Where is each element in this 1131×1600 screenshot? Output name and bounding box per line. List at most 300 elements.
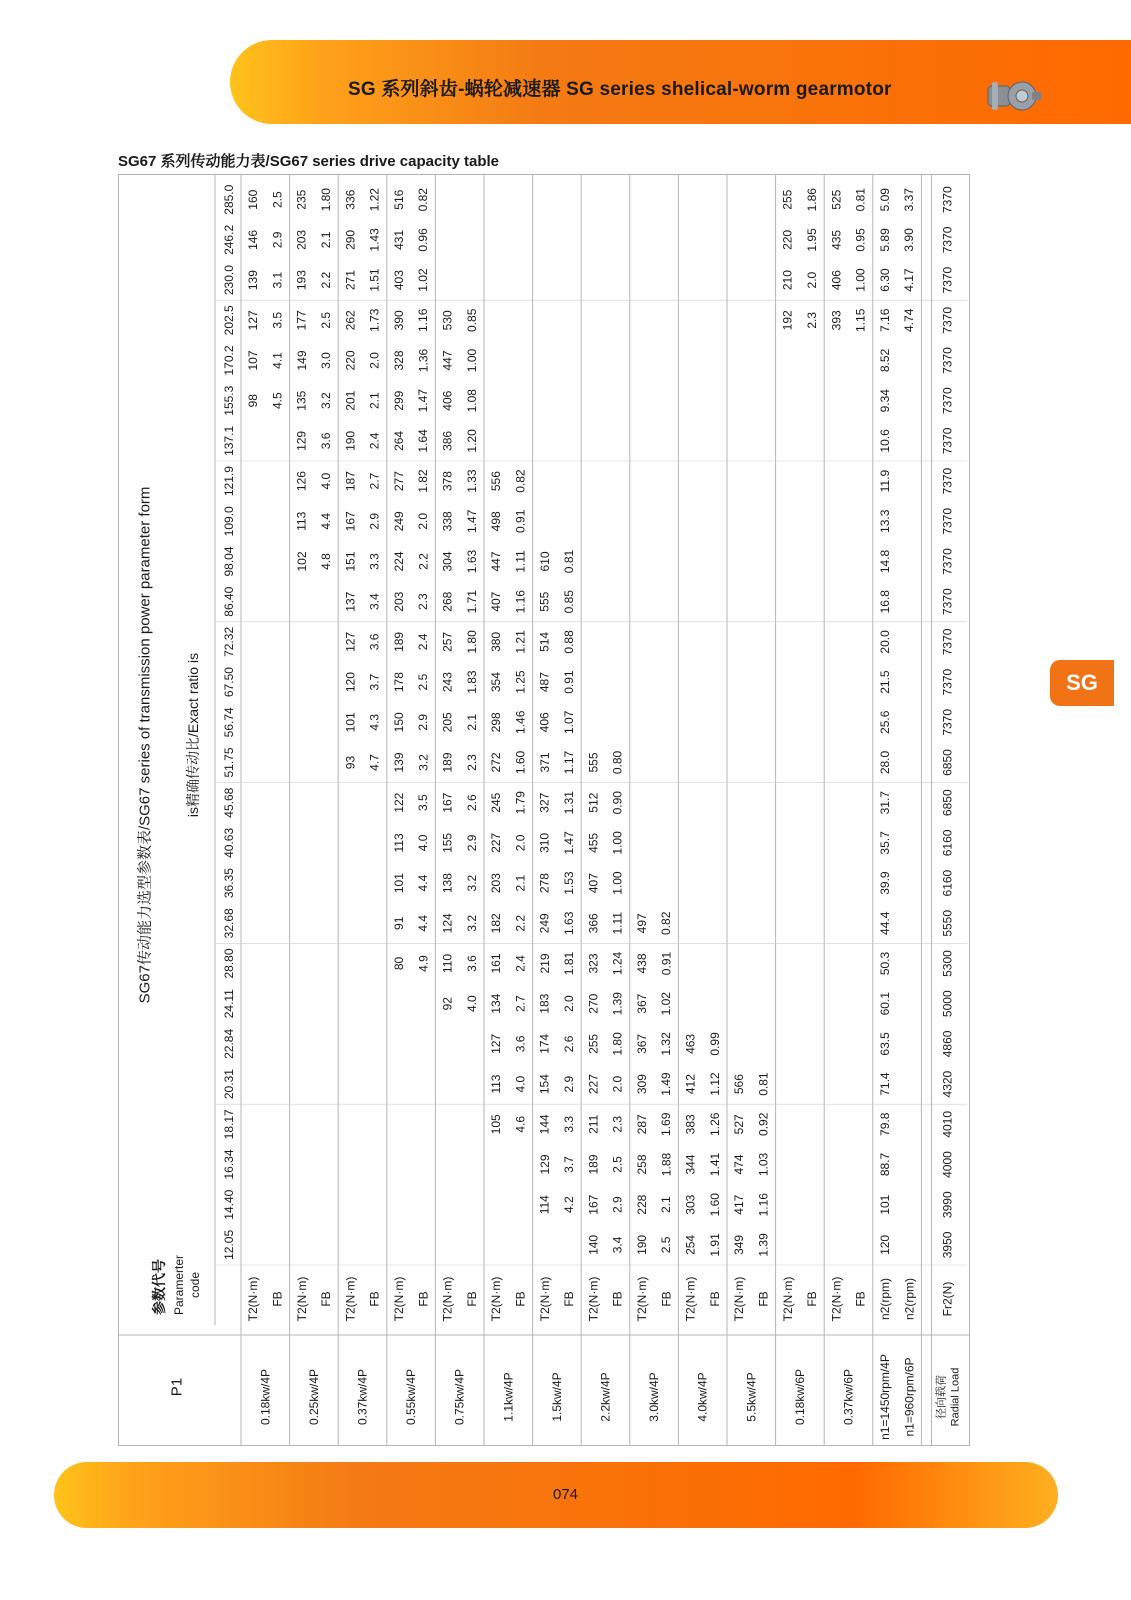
ratio-label: 14.40 bbox=[222, 1189, 236, 1220]
table-cell: 277 bbox=[391, 471, 406, 492]
table-cell: 3.90 bbox=[902, 228, 917, 252]
table-cell: 189 bbox=[391, 631, 406, 652]
radial-load-cell: 7370 bbox=[940, 588, 955, 616]
table-cell: 1.82 bbox=[416, 469, 431, 493]
table-cell: 183 bbox=[537, 993, 552, 1014]
ratio-label: 36.35 bbox=[222, 868, 236, 899]
table-cell: 0.99 bbox=[707, 1032, 722, 1056]
table-cell: 1.91 bbox=[707, 1233, 722, 1257]
table-cell: 235 bbox=[294, 189, 309, 210]
radial-load-cell: 4010 bbox=[940, 1110, 955, 1138]
radial-load-cell: 6850 bbox=[940, 789, 955, 817]
table-cell: 1.16 bbox=[756, 1193, 771, 1217]
table-cell: 63.5 bbox=[877, 1032, 892, 1056]
table-cell: 366 bbox=[586, 913, 601, 934]
table-cell: 1.95 bbox=[805, 228, 820, 252]
table-cell: 3.7 bbox=[562, 1156, 577, 1173]
table-cell: 3.6 bbox=[513, 1035, 528, 1053]
table-cell: 3.7 bbox=[367, 673, 382, 691]
table-cell: 3.2 bbox=[319, 392, 334, 410]
table-cell: 380 bbox=[489, 631, 504, 652]
radial-load-cell: 4320 bbox=[940, 1070, 955, 1098]
table-cell: 2.0 bbox=[513, 834, 528, 852]
table-cell: 1.12 bbox=[707, 1072, 722, 1096]
table-cell: 50.3 bbox=[877, 951, 892, 976]
table-cell: 354 bbox=[489, 672, 504, 693]
table-cell: 0.95 bbox=[853, 228, 868, 252]
table-cell: 91 bbox=[391, 916, 406, 930]
table-cell: 447 bbox=[440, 350, 455, 371]
ratio-label: 18.17 bbox=[222, 1109, 236, 1140]
table-cell: 2.5 bbox=[659, 1236, 674, 1254]
table-cell: 2.4 bbox=[416, 633, 431, 651]
table-cell: 512 bbox=[586, 792, 601, 813]
table-cell: 4.0 bbox=[416, 834, 431, 852]
table-cell: 113 bbox=[294, 511, 309, 531]
table-cell: 192 bbox=[780, 310, 795, 331]
table-cell: 135 bbox=[294, 390, 309, 411]
param-code: FB bbox=[756, 1291, 771, 1307]
table-cell: 303 bbox=[683, 1194, 698, 1215]
table-cell: 2.0 bbox=[562, 995, 577, 1013]
table-cell: 0.91 bbox=[513, 509, 528, 533]
table-cell: 3.37 bbox=[902, 188, 917, 212]
table-cell: 2.4 bbox=[367, 432, 382, 450]
p1-label: 5.5kw/4P bbox=[744, 1372, 759, 1422]
table-cell: 278 bbox=[537, 873, 552, 894]
table-cell: 1.39 bbox=[756, 1233, 771, 1257]
table-cell: 167 bbox=[586, 1194, 601, 1215]
p1-label: 1.5kw/4P bbox=[549, 1372, 564, 1422]
table-cell: 203 bbox=[391, 591, 406, 612]
table-cell: 137 bbox=[343, 591, 358, 612]
table-cell: 155 bbox=[440, 832, 455, 853]
table-title: SG67传动能力选型参数表/SG67 series of transmission power parameter form bbox=[136, 486, 154, 1004]
radial-load-cell: 5000 bbox=[940, 990, 955, 1018]
ratio-label: 86.40 bbox=[222, 586, 236, 617]
table-cell: 126 bbox=[294, 471, 309, 492]
table-cell: 1.47 bbox=[562, 831, 577, 855]
table-cell: 1.00 bbox=[610, 831, 625, 855]
table-cell: 270 bbox=[586, 993, 601, 1014]
table-cell: 189 bbox=[586, 1154, 601, 1175]
table-cell: 139 bbox=[246, 270, 261, 291]
table-cell: 178 bbox=[391, 672, 406, 693]
table-cell: 328 bbox=[391, 350, 406, 371]
p1-label: n1=1450rpm/4P bbox=[877, 1354, 892, 1440]
table-cell: 2.6 bbox=[562, 1035, 577, 1053]
ratio-label: 109.0 bbox=[222, 506, 236, 537]
table-cell: 435 bbox=[829, 229, 844, 250]
p1-label: 0.55kw/4P bbox=[404, 1368, 419, 1426]
table-cell: 3.1 bbox=[270, 271, 285, 289]
table-cell: 309 bbox=[634, 1074, 649, 1095]
ratio-caption: is精确传动比/Exact ratio is bbox=[185, 652, 201, 818]
table-cell: 2.6 bbox=[464, 794, 479, 812]
radial-load-cell: 5300 bbox=[940, 950, 955, 977]
table-cell: 146 bbox=[246, 229, 261, 250]
table-cell: 1.22 bbox=[367, 188, 382, 212]
table-cell: 1.51 bbox=[367, 268, 382, 292]
table-cell: 2.5 bbox=[270, 191, 285, 209]
param-code: FB bbox=[319, 1291, 334, 1307]
table-cell: 262 bbox=[343, 310, 358, 331]
table-cell: 0.81 bbox=[756, 1072, 771, 1096]
table-cell: 0.96 bbox=[416, 228, 431, 252]
table-cell: 3.6 bbox=[464, 955, 479, 972]
table-cell: 1.08 bbox=[464, 389, 479, 413]
table-cell: 2.3 bbox=[464, 754, 479, 771]
table-cell: 227 bbox=[586, 1074, 601, 1095]
param-code: T2(N·m) bbox=[732, 1276, 747, 1322]
table-cell: 290 bbox=[343, 229, 358, 250]
p1-label: 3.0kw/4P bbox=[647, 1372, 662, 1422]
table-cell: 463 bbox=[683, 1033, 698, 1054]
table-cell: 0.85 bbox=[464, 308, 479, 332]
param-code: T2(N·m) bbox=[343, 1276, 358, 1322]
table-cell: 177 bbox=[294, 310, 309, 331]
radial-load-cell: 7370 bbox=[940, 226, 955, 254]
table-cell: 1.00 bbox=[464, 348, 479, 373]
ratio-label: 56.74 bbox=[222, 707, 236, 738]
table-cell: 1.25 bbox=[513, 670, 528, 694]
table-cell: 144 bbox=[537, 1114, 552, 1135]
table-cell: 1.03 bbox=[756, 1152, 771, 1177]
table-cell: 187 bbox=[343, 471, 358, 492]
table-cell: 4.1 bbox=[270, 352, 285, 369]
table-cell: 3.2 bbox=[464, 914, 479, 932]
table-cell: 2.9 bbox=[610, 1196, 625, 1214]
table-cell: 1.33 bbox=[464, 469, 479, 493]
drive-capacity-table bbox=[118, 174, 970, 1446]
table-cell: 227 bbox=[489, 832, 504, 853]
table-cell: 2.3 bbox=[610, 1115, 625, 1133]
ratio-label: 137.1 bbox=[222, 425, 236, 456]
table-cell: 412 bbox=[683, 1074, 698, 1095]
table-cell: 8.52 bbox=[877, 348, 892, 373]
radial-load-cell: 5550 bbox=[940, 909, 955, 937]
table-cell: 3.6 bbox=[367, 633, 382, 651]
table-cell: 127 bbox=[246, 310, 261, 331]
param-code: FB bbox=[659, 1291, 674, 1307]
table-cell: 93 bbox=[343, 755, 358, 770]
drive-capacity-table-svg bbox=[119, 175, 969, 1445]
table-cell: 219 bbox=[537, 953, 552, 974]
table-cell: 0.91 bbox=[659, 951, 674, 976]
table-cell: 1.16 bbox=[513, 590, 528, 614]
table-cell: 4.6 bbox=[513, 1115, 528, 1133]
table-cell: 1.79 bbox=[513, 791, 528, 815]
table-cell: 1.80 bbox=[464, 630, 479, 654]
table-cell: 2.2 bbox=[513, 914, 528, 932]
param-code: FB bbox=[416, 1291, 431, 1307]
table-cell: 11.9 bbox=[877, 469, 892, 493]
radial-load-cell: 7370 bbox=[940, 708, 955, 736]
table-cell: 102 bbox=[294, 551, 309, 572]
table-cell: 3.3 bbox=[562, 1115, 577, 1133]
table-cell: 0.81 bbox=[562, 549, 577, 574]
table-cell: 2.7 bbox=[513, 995, 528, 1013]
table-cell: 127 bbox=[489, 1033, 504, 1054]
table-cell: 258 bbox=[634, 1154, 649, 1175]
table-cell: 129 bbox=[294, 430, 309, 451]
p1-label: n1=960rpm/6P bbox=[902, 1357, 917, 1437]
table-cell: 13.3 bbox=[877, 509, 892, 533]
table-cell: 254 bbox=[683, 1234, 698, 1255]
table-cell: 516 bbox=[391, 189, 406, 210]
param-code: T2(N·m) bbox=[829, 1276, 844, 1322]
table-cell: 1.83 bbox=[464, 670, 479, 694]
ratio-label: 40.63 bbox=[222, 827, 236, 858]
table-cell: 514 bbox=[537, 631, 552, 652]
table-cell: 406 bbox=[829, 270, 844, 291]
table-cell: 371 bbox=[537, 752, 552, 773]
table-cell: 2.5 bbox=[319, 311, 334, 329]
ratio-label: 28.80 bbox=[222, 948, 236, 979]
table-cell: 438 bbox=[634, 953, 649, 974]
table-cell: 0.91 bbox=[562, 670, 577, 694]
table-cell: 406 bbox=[440, 390, 455, 411]
table-cell: 150 bbox=[391, 712, 406, 733]
table-cell: 0.82 bbox=[659, 911, 674, 935]
p1-label: 0.18kw/6P bbox=[792, 1368, 807, 1426]
table-cell: 5.89 bbox=[877, 228, 892, 252]
table-cell: 149 bbox=[294, 350, 309, 371]
table-cell: 487 bbox=[537, 672, 552, 693]
table-cell: 1.86 bbox=[805, 188, 820, 212]
table-cell: 1.11 bbox=[610, 912, 625, 935]
radial-load-cell: 7370 bbox=[940, 668, 955, 696]
radial-load-label-en: Radial Load bbox=[949, 1367, 962, 1427]
ratio-label: 230.0 bbox=[222, 265, 236, 296]
table-cell: 1.24 bbox=[610, 951, 625, 976]
table-cell: 0.81 bbox=[853, 188, 868, 212]
ratio-label: 246.2 bbox=[222, 224, 236, 255]
table-cell: 3.6 bbox=[319, 432, 334, 450]
table-cell: 255 bbox=[586, 1033, 601, 1054]
param-code: T2(N·m) bbox=[440, 1276, 455, 1322]
param-code: FB bbox=[367, 1291, 382, 1307]
p1-label: 0.25kw/4P bbox=[306, 1368, 321, 1426]
table-cell: 120 bbox=[877, 1234, 892, 1255]
table-cell: 610 bbox=[537, 551, 552, 572]
table-cell: 272 bbox=[489, 752, 504, 773]
param-code: T2(N·m) bbox=[780, 1276, 795, 1322]
table-cell: 4.4 bbox=[416, 874, 431, 892]
table-cell: 431 bbox=[391, 229, 406, 250]
table-cell: 393 bbox=[829, 310, 844, 331]
table-cell: 4.17 bbox=[902, 268, 917, 292]
table-cell: 140 bbox=[586, 1234, 601, 1255]
param-code: T2(N·m) bbox=[246, 1276, 261, 1322]
table-cell: 21.5 bbox=[877, 670, 892, 694]
param-code: FB bbox=[513, 1291, 528, 1307]
table-cell: 2.9 bbox=[562, 1075, 577, 1093]
param-header-cn: 参数代号 bbox=[151, 1259, 167, 1315]
table-cell: 3.2 bbox=[416, 754, 431, 771]
table-cell: 3.0 bbox=[319, 352, 334, 369]
radial-load-cell: 7370 bbox=[940, 548, 955, 575]
table-cell: 1.63 bbox=[562, 911, 577, 935]
table-cell: 1.11 bbox=[513, 550, 528, 573]
table-cell: 2.9 bbox=[416, 713, 431, 731]
table-cell: 338 bbox=[440, 511, 455, 532]
table-cell: 255 bbox=[780, 189, 795, 210]
table-cell: 3.3 bbox=[367, 553, 382, 570]
table-cell: 474 bbox=[732, 1154, 747, 1175]
radial-load-cell: 3950 bbox=[940, 1231, 955, 1259]
table-cell: 1.73 bbox=[367, 308, 382, 332]
table-cell: 4.0 bbox=[464, 995, 479, 1013]
table-cell: 88.7 bbox=[877, 1152, 892, 1177]
param-header-en: Paramerter bbox=[172, 1254, 186, 1316]
table-cell: 4.74 bbox=[902, 308, 917, 332]
radial-load-cell: 4860 bbox=[940, 1030, 955, 1058]
table-cell: 122 bbox=[391, 792, 406, 813]
radial-load-cell: 7370 bbox=[940, 186, 955, 214]
ratio-label: 12.05 bbox=[222, 1229, 236, 1260]
table-cell: 556 bbox=[489, 471, 504, 492]
radial-load-cell: 6160 bbox=[940, 869, 955, 897]
ratio-label: 51.75 bbox=[222, 747, 236, 778]
ratio-label: 16.34 bbox=[222, 1149, 236, 1180]
table-cell: 201 bbox=[343, 390, 358, 411]
table-cell: 16.8 bbox=[877, 590, 892, 614]
table-cell: 1.00 bbox=[853, 268, 868, 292]
table-cell: 3.5 bbox=[270, 311, 285, 329]
table-cell: 1.16 bbox=[416, 308, 431, 332]
table-cell: 44.4 bbox=[877, 911, 892, 935]
ratio-label: 22.84 bbox=[222, 1028, 236, 1059]
table-cell: 98 bbox=[246, 394, 261, 408]
table-cell: 327 bbox=[537, 792, 552, 813]
table-cell: 161 bbox=[489, 953, 504, 974]
table-cell: 1.43 bbox=[367, 228, 382, 252]
table-cell: 205 bbox=[440, 712, 455, 733]
table-cell: 2.0 bbox=[416, 512, 431, 530]
table-cell: 1.15 bbox=[853, 308, 868, 332]
table-cell: 228 bbox=[634, 1194, 649, 1215]
table-cell: 1.20 bbox=[464, 429, 479, 453]
p1-label: 0.18kw/4P bbox=[258, 1368, 273, 1426]
table-cell: 1.63 bbox=[464, 549, 479, 574]
ratio-label: 32.68 bbox=[222, 908, 236, 939]
table-cell: 245 bbox=[489, 792, 504, 813]
table-cell: 113 bbox=[391, 833, 406, 853]
param-code: FB bbox=[853, 1291, 868, 1307]
table-cell: 1.31 bbox=[562, 791, 577, 815]
table-cell: 220 bbox=[343, 350, 358, 371]
ratio-label: 155.3 bbox=[222, 385, 236, 416]
table-cell: 127 bbox=[343, 631, 358, 652]
table-cell: 79.8 bbox=[877, 1112, 892, 1136]
table-cell: 310 bbox=[537, 832, 552, 853]
table-cell: 2.0 bbox=[610, 1075, 625, 1093]
table-cell: 2.3 bbox=[416, 593, 431, 611]
param-code: FB bbox=[805, 1291, 820, 1307]
table-cell: 134 bbox=[489, 993, 504, 1014]
table-cell: 203 bbox=[294, 229, 309, 250]
table-cell: 113 bbox=[489, 1074, 504, 1094]
table-cell: 455 bbox=[586, 832, 601, 853]
table-cell: 1.71 bbox=[464, 590, 479, 614]
table-cell: 9.34 bbox=[877, 389, 892, 413]
radial-load-cell: 7370 bbox=[940, 628, 955, 656]
side-tab-sg[interactable]: SG bbox=[1050, 660, 1114, 706]
table-cell: 1.80 bbox=[319, 188, 334, 212]
radial-load-label-cn: 径向载荷 bbox=[935, 1375, 948, 1419]
table-cell: 1.49 bbox=[659, 1072, 674, 1096]
ratio-label: 67.50 bbox=[222, 667, 236, 698]
table-cell: 530 bbox=[440, 310, 455, 331]
table-cell: 5.09 bbox=[877, 188, 892, 212]
radial-load-cell: 3990 bbox=[940, 1191, 955, 1219]
table-cell: 190 bbox=[634, 1234, 649, 1255]
param-code: T2(N·m) bbox=[586, 1276, 601, 1322]
radial-load-cell: 7370 bbox=[940, 306, 955, 334]
table-cell: 2.1 bbox=[513, 874, 528, 892]
param-code: T2(N·m) bbox=[489, 1276, 504, 1322]
radial-load-cell: 7370 bbox=[940, 387, 955, 415]
table-cell: 407 bbox=[586, 873, 601, 894]
param-code: FB bbox=[562, 1291, 577, 1307]
table-cell: 31.7 bbox=[877, 791, 892, 815]
section-title: SG67 系列传动能力表/SG67 series drive capacity table bbox=[118, 153, 499, 170]
table-cell: 2.4 bbox=[513, 955, 528, 972]
table-cell: 2.9 bbox=[270, 231, 285, 249]
radial-load-cell: 7370 bbox=[940, 507, 955, 535]
table-cell: 139 bbox=[391, 752, 406, 773]
table-cell: 160 bbox=[246, 189, 261, 210]
param-code: T2(N·m) bbox=[537, 1276, 552, 1322]
table-cell: 60.1 bbox=[877, 992, 892, 1016]
table-cell: 1.81 bbox=[562, 951, 577, 976]
table-cell: 114 bbox=[537, 1195, 552, 1215]
table-cell: 193 bbox=[294, 270, 309, 291]
radial-load-cell: 4000 bbox=[940, 1151, 955, 1178]
table-cell: 406 bbox=[537, 712, 552, 733]
table-cell: 497 bbox=[634, 913, 649, 934]
param-code: FB bbox=[270, 1291, 285, 1307]
table-cell: 0.92 bbox=[756, 1112, 771, 1136]
table-cell: 268 bbox=[440, 591, 455, 612]
table-cell: 203 bbox=[489, 873, 504, 894]
table-cell: 417 bbox=[732, 1194, 747, 1215]
param-code: T2(N·m) bbox=[683, 1276, 698, 1322]
table-cell: 2.2 bbox=[416, 553, 431, 570]
ratio-label: 202.5 bbox=[222, 305, 236, 336]
table-cell: 243 bbox=[440, 672, 455, 693]
table-cell: 10.6 bbox=[877, 429, 892, 453]
ratio-label: 72.32 bbox=[222, 626, 236, 657]
table-cell: 182 bbox=[489, 913, 504, 934]
param-code: n2(rpm) bbox=[902, 1277, 917, 1321]
table-cell: 101 bbox=[877, 1194, 892, 1215]
radial-load-cell: 7370 bbox=[940, 347, 955, 374]
table-cell: 403 bbox=[391, 270, 406, 291]
table-cell: 190 bbox=[343, 430, 358, 451]
table-cell: 304 bbox=[440, 551, 455, 572]
table-cell: 4.3 bbox=[367, 713, 382, 731]
table-cell: 336 bbox=[343, 189, 358, 210]
table-cell: 2.1 bbox=[367, 392, 382, 410]
table-cell: 0.82 bbox=[513, 469, 528, 493]
table-cell: 1.41 bbox=[707, 1152, 722, 1177]
param-code: FB bbox=[707, 1291, 722, 1307]
ratio-label: 98.04 bbox=[222, 546, 236, 577]
table-cell: 367 bbox=[634, 1033, 649, 1054]
gearmotor-icon bbox=[986, 76, 1042, 116]
